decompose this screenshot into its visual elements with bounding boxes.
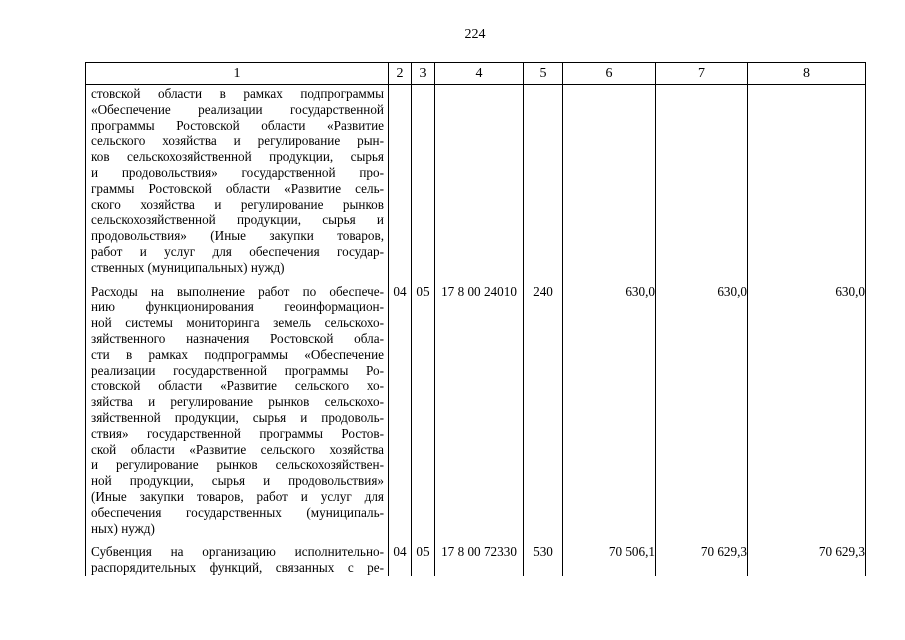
expense-type-code: 530 bbox=[524, 536, 563, 576]
description-line: обеспечения государственных (муниципаль- bbox=[91, 504, 384, 520]
description-line: программы Ростовской области «Развитие bbox=[91, 117, 384, 133]
target-article-code bbox=[435, 85, 524, 276]
amount-col6 bbox=[563, 85, 656, 276]
description-line: и продовольствия» государственной про- bbox=[91, 164, 384, 180]
description-line: зяйственной продукции, сырья и продоволь- bbox=[91, 409, 384, 425]
subsection-code bbox=[412, 85, 435, 276]
section-code bbox=[389, 85, 412, 276]
page-number: 224 bbox=[464, 27, 486, 42]
amount-col7 bbox=[656, 85, 748, 276]
table-header-row bbox=[86, 63, 866, 85]
description-line: реализации государственной программы Ро- bbox=[91, 362, 384, 378]
section-code: 04 bbox=[389, 276, 412, 537]
column-header-7: 7 bbox=[656, 63, 748, 85]
description-line: нию функционирования геоинформацион- bbox=[91, 299, 384, 315]
description-line: ной системы мониторинга земель сельскохо- bbox=[91, 315, 384, 331]
amount-col6: 630,0 bbox=[563, 276, 656, 537]
amount-col8: 630,0 bbox=[748, 276, 866, 537]
description-line: ственных (муниципальных) нужд) bbox=[91, 259, 285, 275]
description-line: ского хозяйства и регулирование рынков bbox=[91, 196, 384, 212]
description-line: стовской области в рамках подпрограммы bbox=[91, 86, 384, 101]
subsection-code: 05 bbox=[412, 276, 435, 537]
amount-col6: 70 506,1 bbox=[563, 536, 656, 576]
amount-col7: 630,0 bbox=[656, 276, 748, 537]
column-header-6: 6 bbox=[563, 63, 656, 85]
description-line: работ и услуг для обеспечения государ- bbox=[91, 243, 384, 259]
target-article-code: 17 8 00 72330 bbox=[435, 536, 524, 576]
description-line: и регулирование рынков сельскохозяйствен- bbox=[91, 457, 384, 473]
description-line: зяйства и регулирование рынков сельскохо- bbox=[91, 394, 384, 410]
column-header-8: 8 bbox=[748, 63, 866, 85]
description-line: «Обеспечение реализации государственной bbox=[91, 101, 384, 117]
description-line: ных) нужд) bbox=[91, 520, 155, 536]
section-code: 04 bbox=[389, 536, 412, 576]
description-line: ков сельскохозяйственной продукции, сырья bbox=[91, 149, 384, 165]
target-article-code: 17 8 00 24010 bbox=[435, 276, 524, 537]
row-description bbox=[86, 85, 389, 276]
description-line: сельскохозяйственной продукции, сырья и bbox=[91, 212, 384, 228]
column-header-3: 3 bbox=[412, 63, 435, 85]
description-line: Субвенция на организацию исполнительно- bbox=[91, 544, 384, 560]
column-header-5: 5 bbox=[524, 63, 563, 85]
amount-col7: 70 629,3 bbox=[656, 536, 748, 576]
description-line: продовольствия» (Иные закупки товаров, bbox=[91, 228, 384, 244]
amount-col8 bbox=[748, 85, 866, 276]
description-line: Расходы на выполнение работ по обеспече- bbox=[91, 283, 384, 299]
column-header-4: 4 bbox=[435, 63, 524, 85]
subsection-code: 05 bbox=[412, 536, 435, 576]
description-line: ской области «Развитие сельского хозяйства bbox=[91, 441, 384, 457]
expense-type-code: 240 bbox=[524, 276, 563, 537]
table-row bbox=[86, 536, 866, 576]
table-row bbox=[86, 85, 866, 276]
description-line: ствия» государственной программы Ростов- bbox=[91, 425, 384, 441]
row-description bbox=[86, 536, 389, 576]
description-line: стовской области «Развитие сельского хо- bbox=[91, 378, 384, 394]
amount-col8: 70 629,3 bbox=[748, 536, 866, 576]
description-line: зяйственного назначения Ростовской обла- bbox=[91, 330, 384, 346]
row-description bbox=[86, 276, 389, 537]
table-row bbox=[86, 276, 866, 537]
column-header-1: 1 bbox=[86, 63, 389, 85]
description-line: граммы Ростовской области «Развитие сель- bbox=[91, 180, 384, 196]
description-line: сельского хозяйства и регулирование рын- bbox=[91, 133, 384, 149]
description-line: сти в рамках подпрограммы «Обеспечение bbox=[91, 346, 384, 362]
budget-table bbox=[85, 62, 866, 576]
description-line: (Иные закупки товаров, работ и услуг для bbox=[91, 488, 384, 504]
expense-type-code bbox=[524, 85, 563, 276]
column-header-2: 2 bbox=[389, 63, 412, 85]
description-line: ной продукции, сырья и продовольствия» bbox=[91, 473, 384, 489]
description-line: распорядительных функций, связанных с ре- bbox=[91, 560, 384, 576]
